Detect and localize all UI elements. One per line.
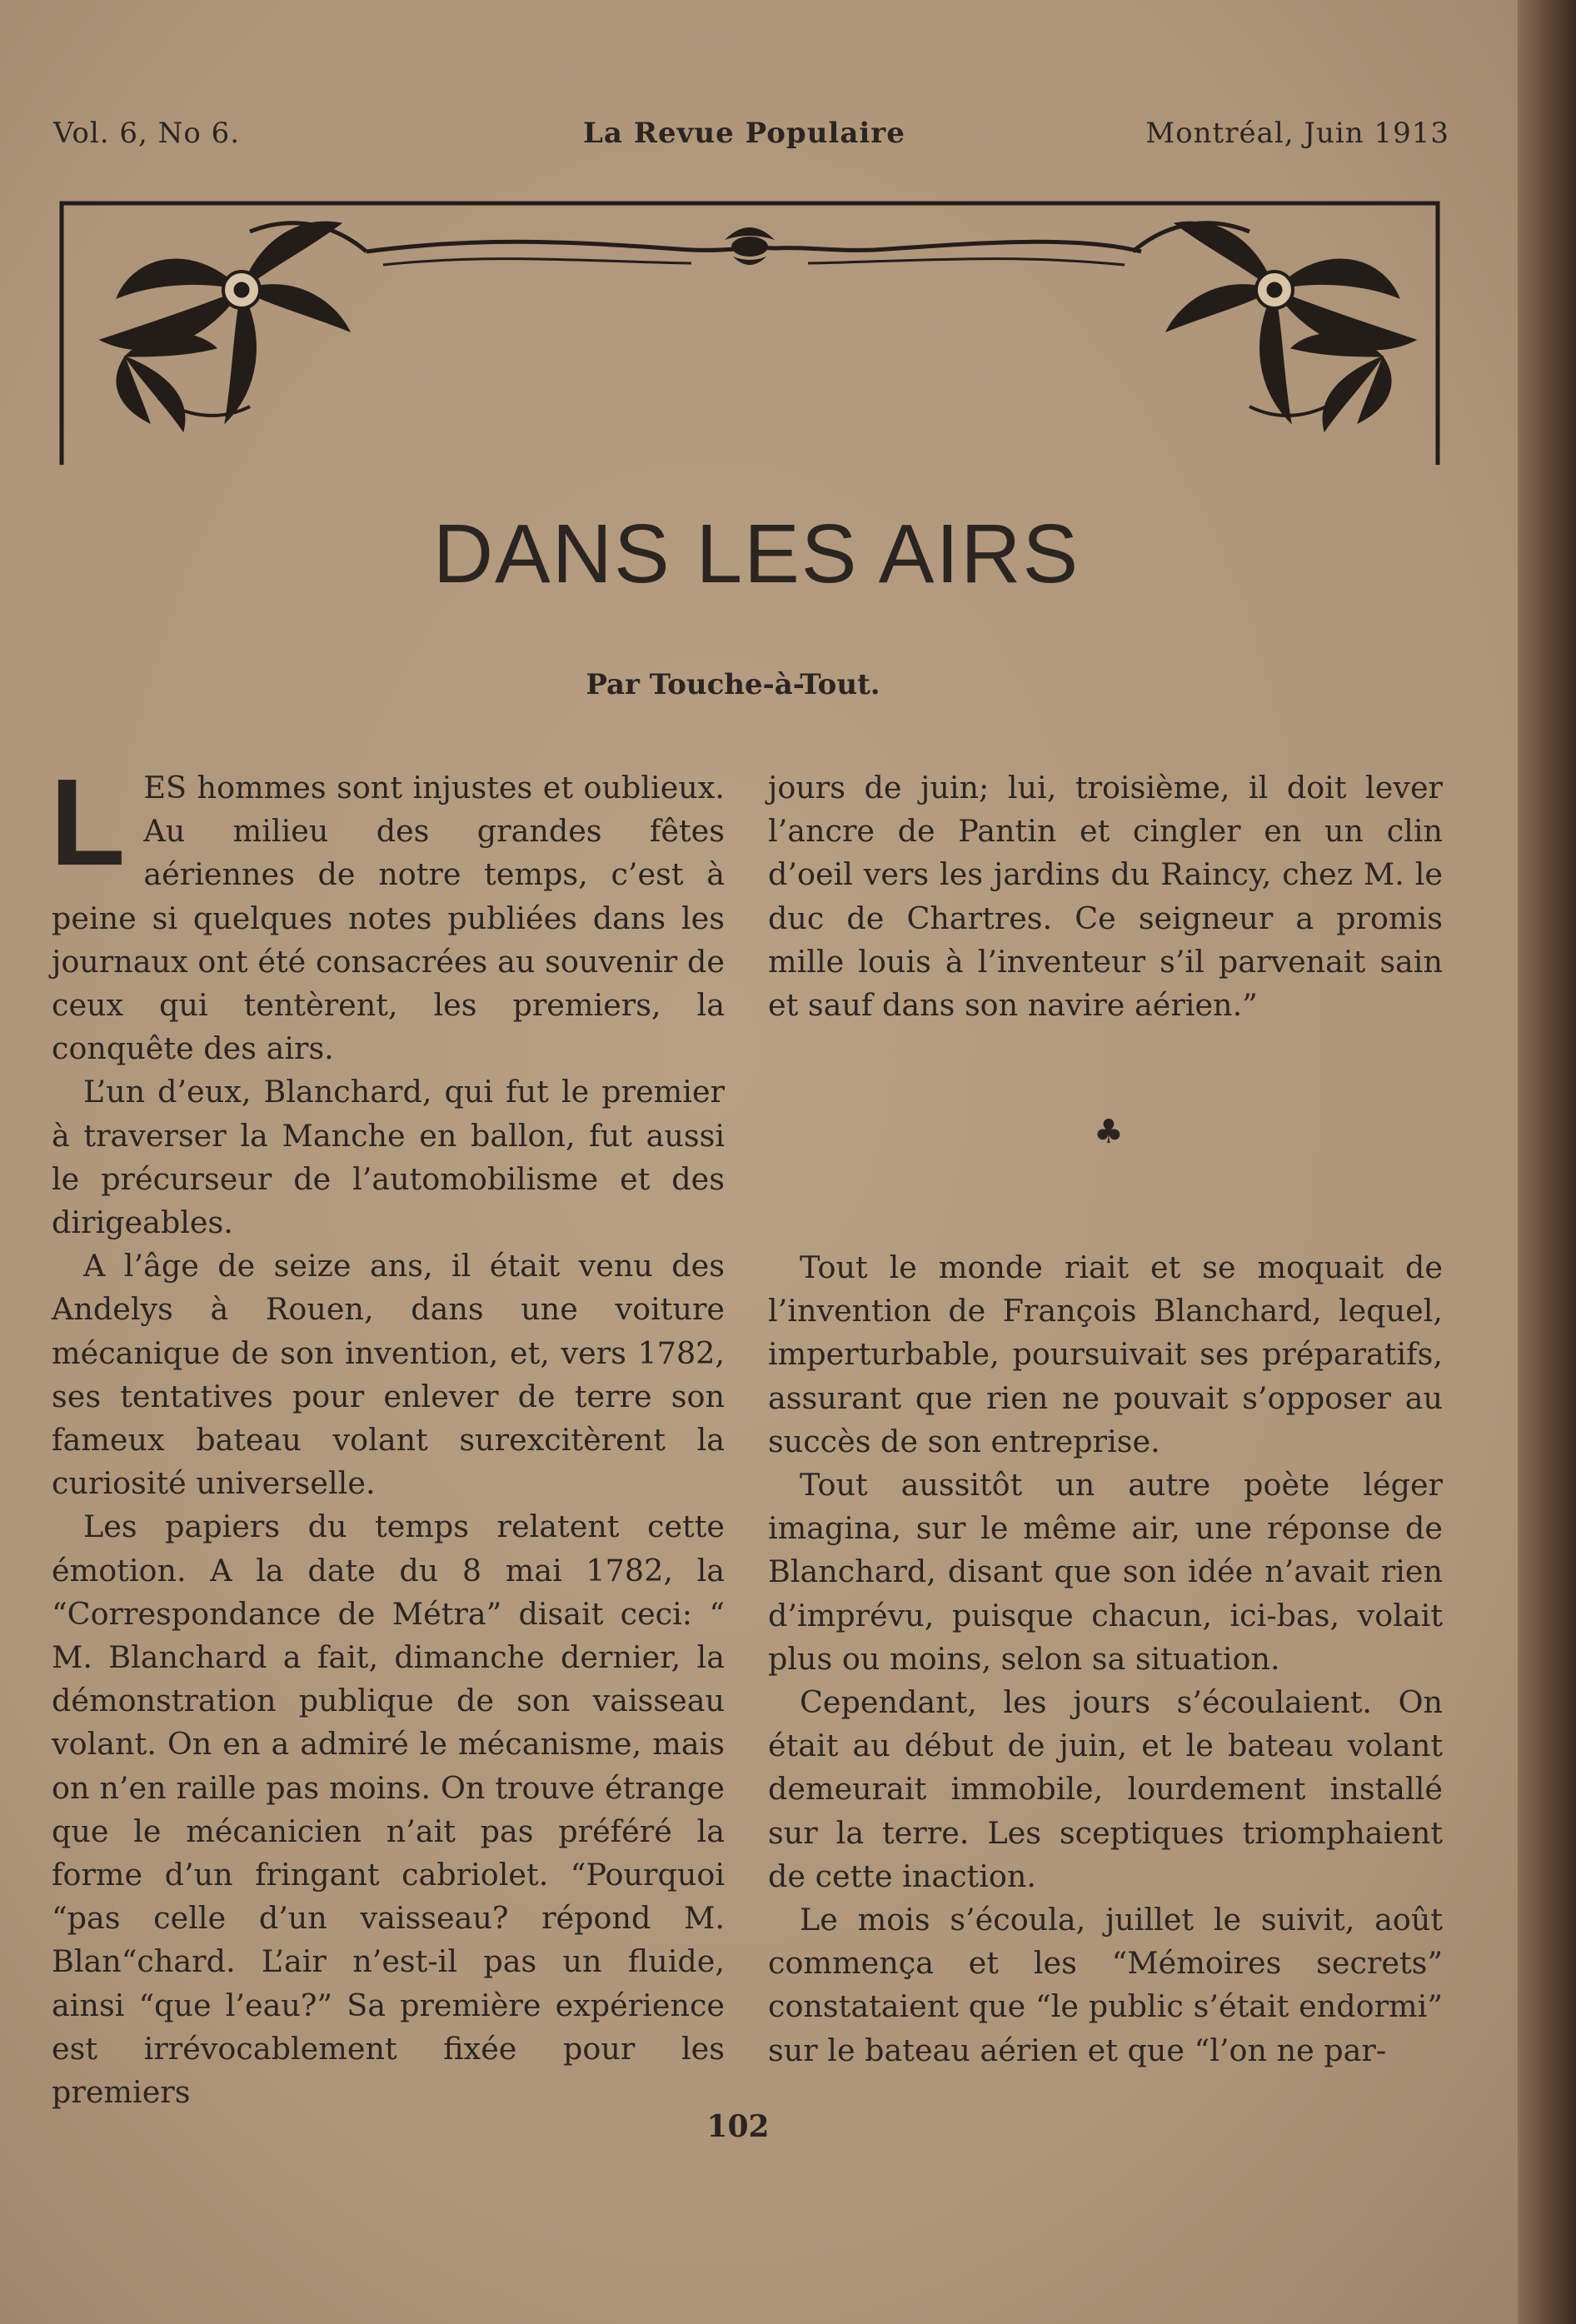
running-header [53, 117, 1449, 158]
paragraph-text: ES hommes sont injustes et oublieux. Au milieu des grandes fêtes aériennes de notre temps, c’est à peine si quelques notes publiées dans les journaux ont été consacrées au souvenir de ceux qui tentèrent, les premiers, la conquête des airs. [52, 770, 725, 1067]
paragraph: Les papiers du temps relatent cette émotion. A la date du 8 mai 1782, la “Correspondance de Métra” disait ceci: “ M. Blanchard a fait, dimanche dernier, la démonstration publique de son vaisseau volant. On en a admiré le mécanisme, mais on n’en raille pas moins. On trouve étrange que le mécanicien n’ait pas préféré la forme d’un fringant cabriolet. “Pourquoi “pas celle d’un vaisseau? répond M. Blan“chard. L’air n’est-il pas un fluide, ainsi “que l’eau?” Sa première expérience est irrévocablement fixée pour les premiers [52, 1509, 725, 2111]
page-number: 102 [706, 2109, 770, 2144]
paragraph: Le mois s’écoula, juillet le suivit, août commença et les “Mémoires secrets” constataient que “le public s’était endormi” sur le bateau aérien et que “l’on ne par- [768, 1902, 1443, 2068]
paragraph: jours de juin; lui, troisième, il doit lever l’ancre de Pantin et cingler en un clin d’oeil vers les jardins du Raincy, chez M. le duc de Chartres. Ce seigneur a promis mille louis à l’inventeur s’il parvenait sain et sauf dans son navire aérien.” [768, 770, 1443, 1024]
paragraph [50, 754, 725, 1070]
paragraph: Cependant, les jours s’écoulaient. On était au début de juin, et le bateau volant demeurait immobile, lourdement installé sur la terre. Les sceptiques triomphaient de cette inaction. [768, 1684, 1443, 1894]
text-column-right-top [768, 766, 1443, 1027]
paragraph: Tout le monde riait et se moquait de l’invention de François Blanchard, lequel, imperturbable, poursuivait ses préparatifs, assurant que rien ne pouvait s’opposer au succès de son entreprise. [768, 1249, 1443, 1459]
magazine-name: La Revue Populaire [583, 117, 905, 150]
text-column-right-bottom [768, 1246, 1443, 2072]
issue-date: Montréal, Juin 1913 [1145, 117, 1449, 150]
text-column-left [50, 754, 725, 2114]
volume-number: Vol. 6, No 6. [53, 117, 241, 150]
drop-cap: L [50, 754, 126, 891]
article-byline: Par Touche-à-Tout. [586, 668, 880, 701]
section-separator-icon: ♣ [1094, 1113, 1124, 1151]
paragraph: Tout aussitôt un autre poète léger imagina, sur le même air, une réponse de Blanchard, disant que son idée n’avait rien d’imprévu, puisque chacun, ici-bas, volait plus ou moins, selon sa situation. [768, 1467, 1443, 1677]
book-spine-shadow [1518, 0, 1576, 2324]
article-title: DANS LES AIRS [432, 507, 1080, 601]
floral-header-ornament [58, 198, 1441, 469]
paragraph: A l’âge de seize ans, il était venu des Andelys à Rouen, dans une voiture mécanique de son invention, et, vers 1782, ses tentatives pour enlever de terre son fameux bateau volant surexcitèrent la curiosité universelle. [52, 1248, 725, 1502]
paragraph: L’un d’eux, Blanchard, qui fut le premier à traverser la Manche en ballon, fut aussi le précurseur de l’automobilisme et des dirigeables. [52, 1074, 725, 1241]
